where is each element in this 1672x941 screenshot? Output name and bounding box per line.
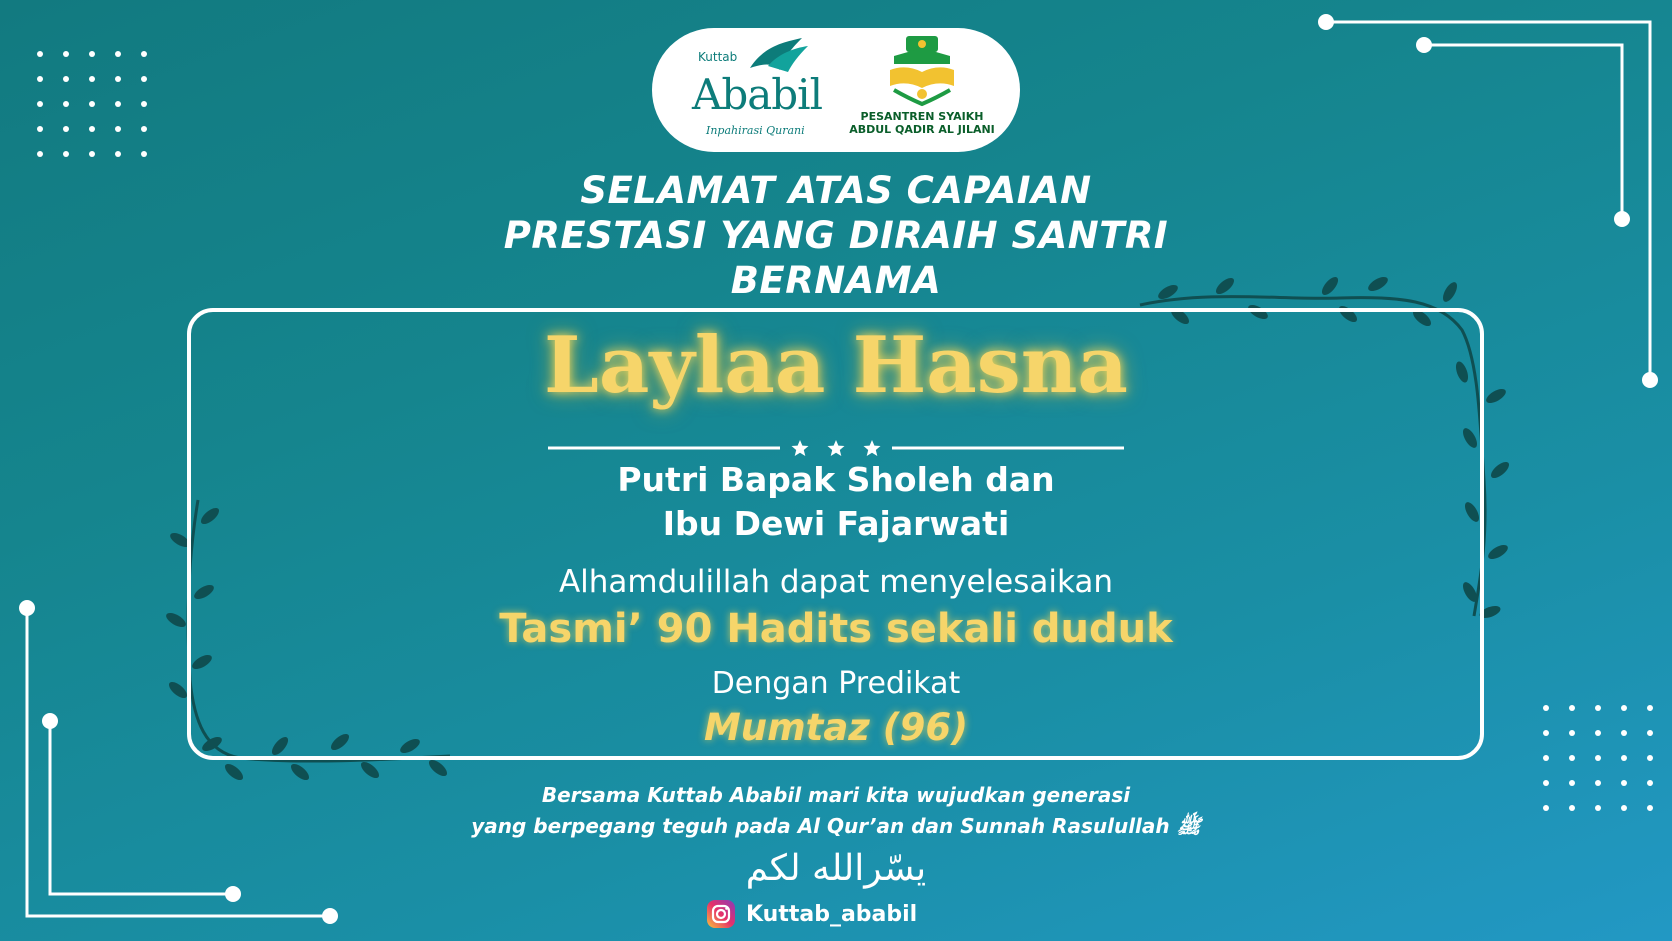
- headline-line1: SELAMAT ATAS CAPAIAN: [580, 169, 1092, 212]
- instagram-icon: [706, 899, 736, 929]
- star-icon: [792, 440, 881, 456]
- parents-line1: Putri Bapak Sholeh dan: [617, 460, 1055, 499]
- headline-line2: PRESTASI YANG DIRAIH SANTRI: [503, 214, 1169, 257]
- logo-banner: [652, 28, 1020, 152]
- student-name: Laylaa Hasna: [544, 320, 1128, 411]
- parents-info: [436, 458, 1236, 546]
- predicate-label: Dengan Predikat: [711, 666, 961, 701]
- arabic-blessing: يسّرالله لكم: [745, 848, 927, 889]
- pesantren-logo: [832, 34, 1012, 144]
- pesantren-name-line2: ABDUL QADIR AL JILANI: [849, 123, 995, 136]
- slogan-line1: Bersama Kuttab Ababil mari kita wujudkan generasi: [541, 783, 1131, 807]
- achievement-title: Tasmi’ 90 Hadits sekali duduk: [499, 606, 1173, 652]
- instagram-handle: Kuttab_ababil: [746, 901, 918, 927]
- congratulation-headline: [436, 168, 1236, 303]
- dot-grid-top-left: [37, 51, 147, 157]
- dot-grid-bottom-right: [1543, 705, 1653, 811]
- parents-line2: Ibu Dewi Fajarwati: [662, 504, 1010, 543]
- kuttab-label: Kuttab: [698, 50, 738, 64]
- slogan-line2: yang berpegang teguh pada Al Qur’an dan Sunnah Rasulullah ﷺ: [471, 814, 1201, 838]
- headline-line3: BERNAMA: [730, 259, 942, 302]
- pesantren-name: [832, 110, 1012, 136]
- kuttab-ababil-logo: [684, 36, 824, 144]
- achievement-intro: Alhamdulillah dapat menyelesaikan: [558, 564, 1114, 600]
- ababil-tagline: Inpahirasi Qurani: [706, 124, 805, 137]
- slogan: [436, 780, 1236, 842]
- quran-emblem-icon: [832, 34, 1012, 110]
- ababil-wordmark: Ababil: [692, 70, 823, 119]
- star-divider: [548, 438, 1124, 458]
- instagram-handle-link[interactable]: [706, 898, 917, 930]
- pesantren-name-line1: PESANTREN SYAIKH: [860, 110, 984, 123]
- predicate-value: Mumtaz (96): [703, 706, 969, 749]
